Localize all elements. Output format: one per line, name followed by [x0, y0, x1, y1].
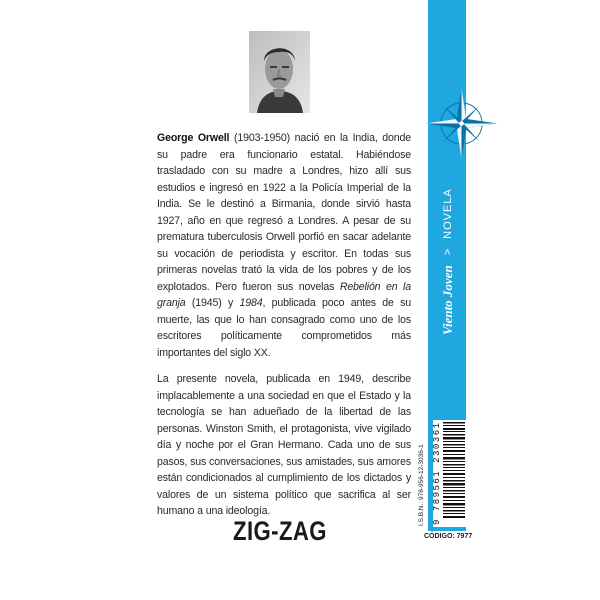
author-blurb [157, 130, 411, 530]
publisher-logo: ZIG-ZAG [233, 516, 327, 546]
compass-rose-icon [424, 86, 499, 161]
isbn-label: I.S.B.N.: 978-956-12-3036-1 [418, 444, 425, 526]
book-title-animal-farm: Rebelión en la granja [157, 280, 411, 309]
author-photo [249, 31, 310, 113]
blurb-paragraph-1: George Orwell (1903-1950) nació en la India, donde su padre era funcionario estatal. Habiéndose trasladado con su madre a Londres, hizo allí sus estudios e ingresó en 1922 a la Policía Imperial de la India. Se le destinó a Birmania, donde sirvió hasta 1927, año en que regresó a Londres. A pesar de su prematura tuberculosis Orwell porfió en sacar adelante su vocación de periodista y escritor. En todas sus primeras novelas trató la vida de los pobres y de los explotados. Pero fueron sus novelas Rebelión en la granja (1945) y 1984, publicada poco antes de su muerte, las que lo han consagrado como uno de los escritores políticamente comprometidos más importantes del siglo XX. [157, 132, 411, 359]
barcode-digits: 9 789561 230361 [432, 421, 442, 525]
spine-collection-label [440, 188, 456, 335]
author-portrait-icon [249, 31, 310, 113]
chevron-right-icon: > [442, 248, 454, 256]
book-title-1984: 1984 [239, 297, 263, 309]
author-name: George Orwell [157, 132, 230, 144]
category-label: NOVELA [442, 188, 454, 239]
collection-name: Viento Joven [440, 265, 455, 335]
barcode-icon [443, 420, 465, 520]
product-code: CÓDIGO: 7977 [424, 533, 473, 540]
blurb-paragraph-2: La presente novela, publicada en 1949, describe implacablemente a una sociedad en que el Estado y la tecnología se han adueñado de la libertad de las personas. Winston Smith, el protagonista, vive vigilado día y noche por el Gran Hermano. Cada uno de sus pasos, sus conversaciones, sus amistades, sus amores están condicionados al cumplimiento de los dictados y valores de un sistema político que sacrifica al ser humano a una ideología. [157, 373, 411, 517]
